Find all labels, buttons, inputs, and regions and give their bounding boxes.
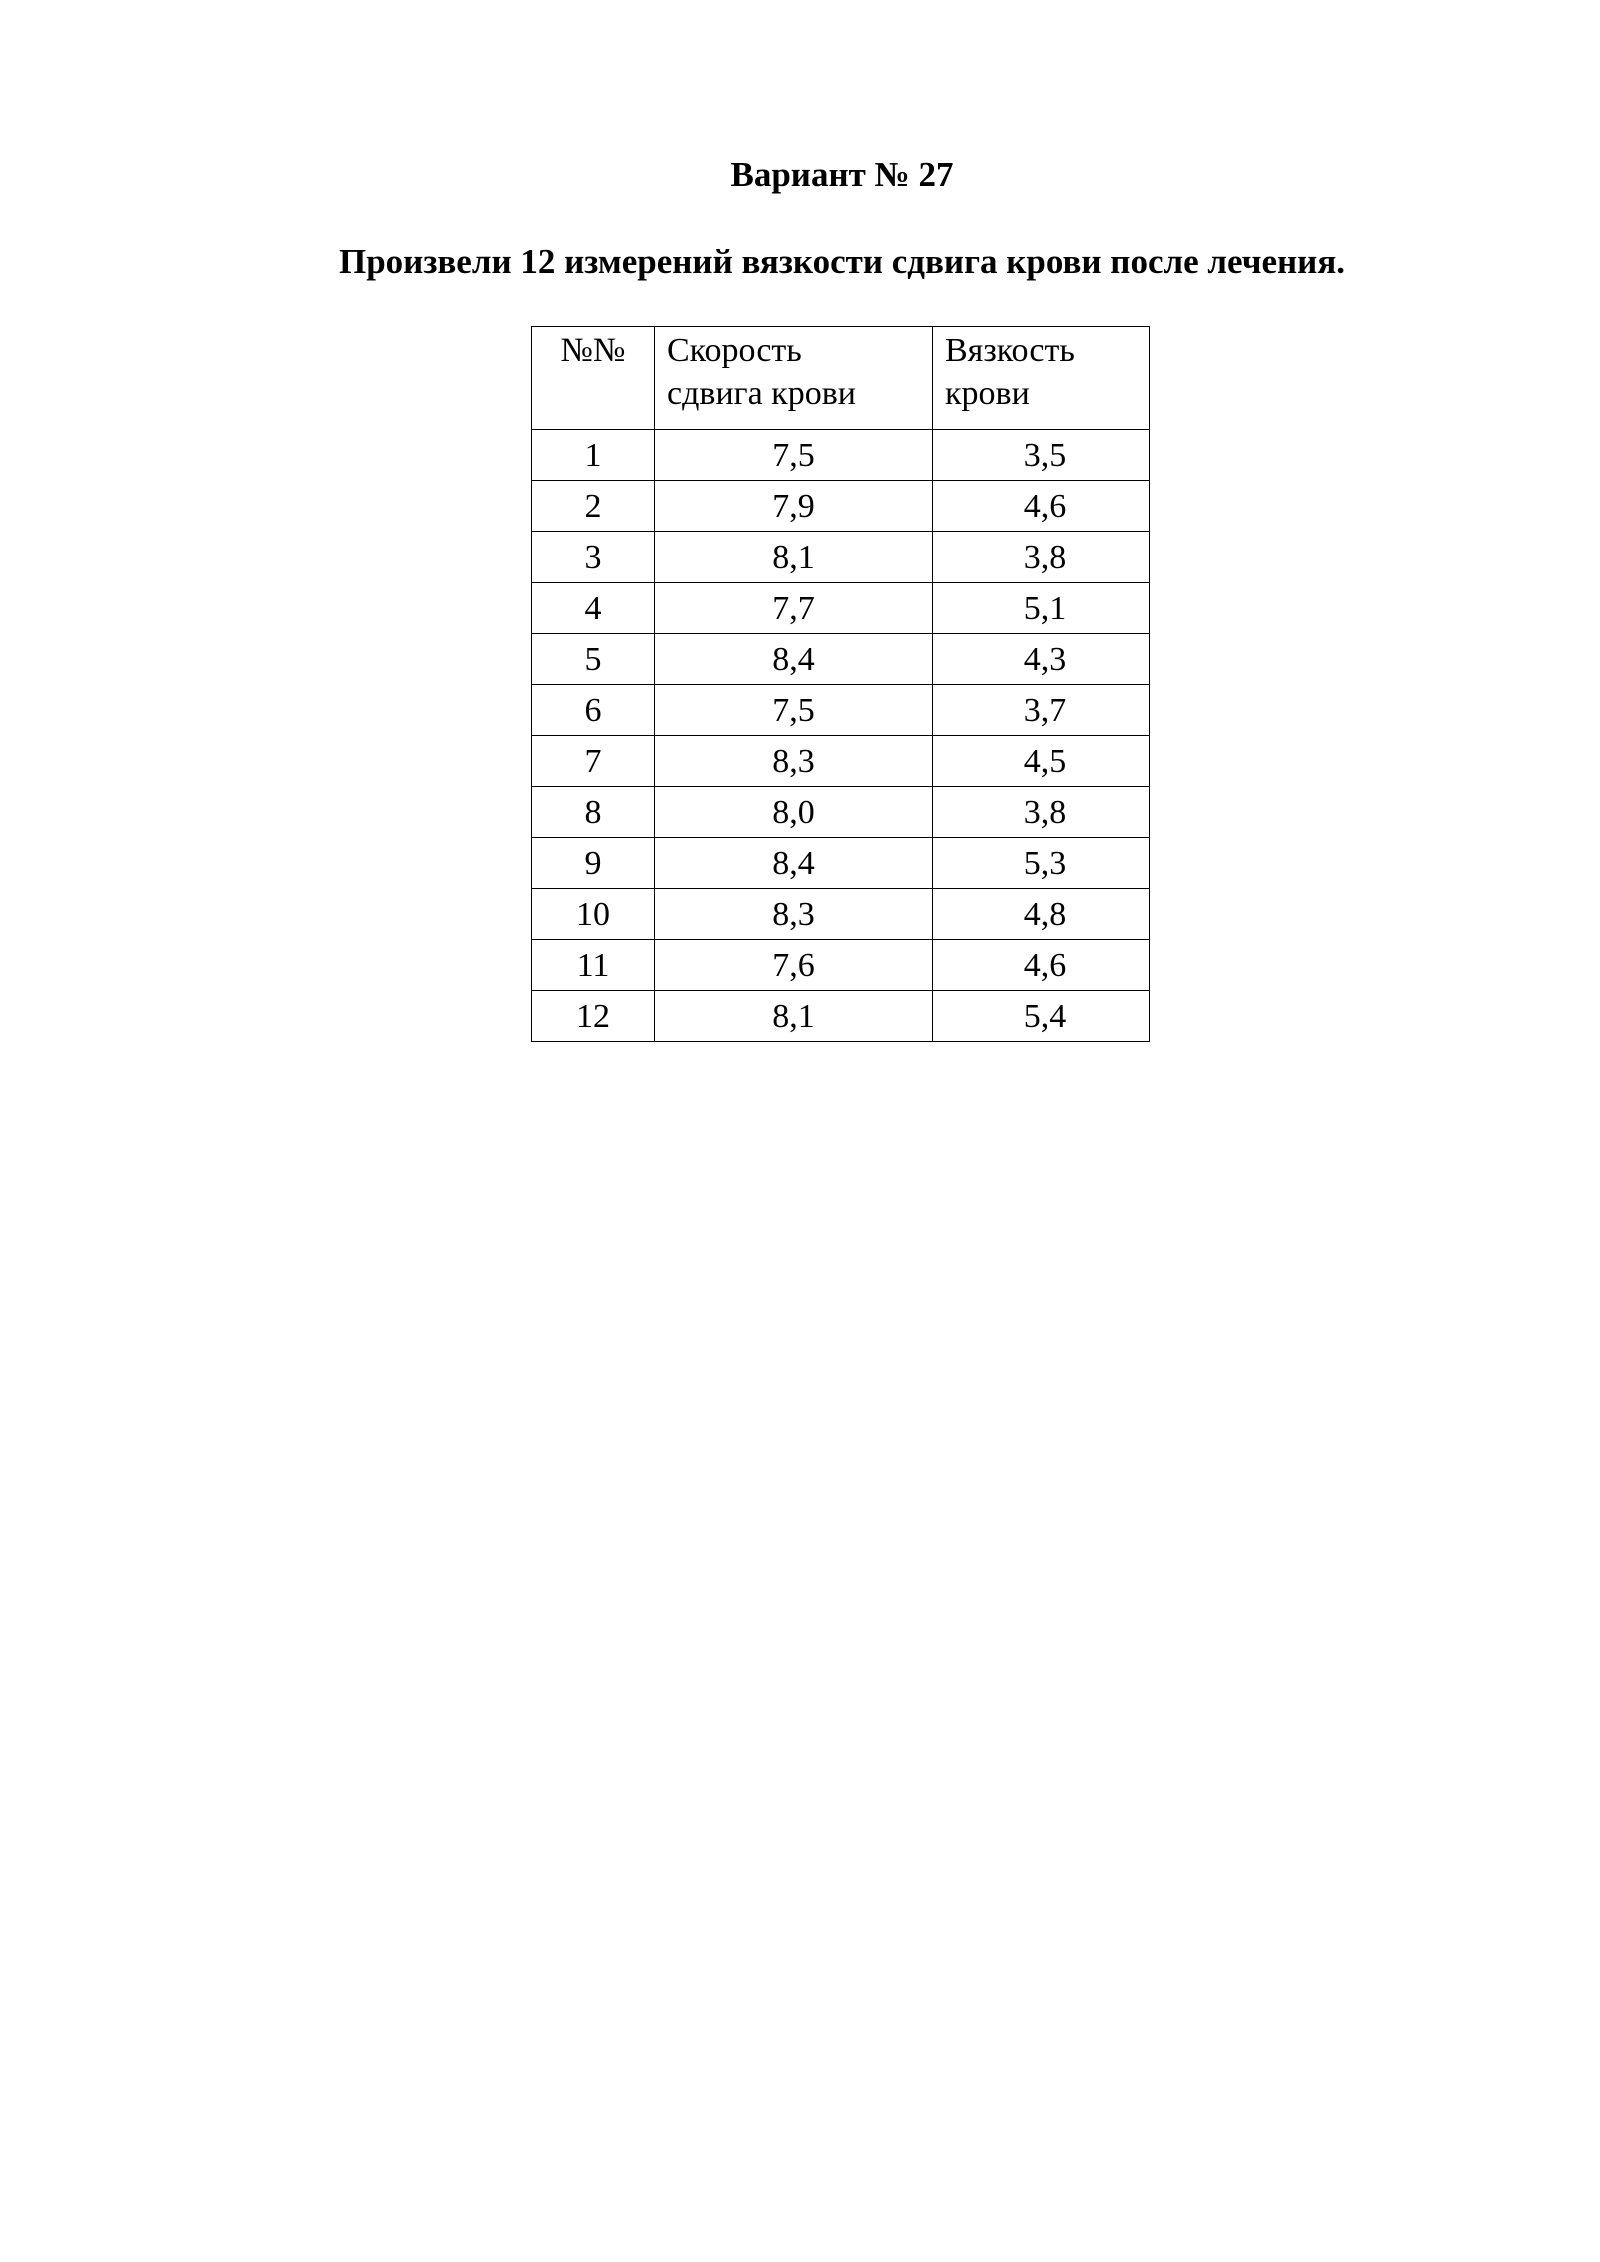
cell-viscosity: 4,6: [933, 481, 1150, 532]
cell-number: 6: [532, 685, 655, 736]
header-shear-rate-line2: сдвига крови: [667, 375, 856, 412]
table-body: [532, 430, 1150, 1042]
header-number-label: №№: [560, 332, 626, 369]
cell-viscosity: 3,7: [933, 685, 1150, 736]
cell-viscosity: 3,8: [933, 532, 1150, 583]
cell-viscosity: 4,6: [933, 940, 1150, 991]
table-row: [532, 940, 1150, 991]
cell-number: 12: [532, 991, 655, 1042]
cell-number: 8: [532, 787, 655, 838]
cell-shear-rate: 8,3: [655, 889, 933, 940]
cell-number: 11: [532, 940, 655, 991]
header-shear-rate: [655, 327, 933, 430]
cell-shear-rate: 7,5: [655, 685, 933, 736]
header-viscosity-line2: крови: [945, 375, 1030, 412]
cell-viscosity: 4,8: [933, 889, 1150, 940]
cell-viscosity: 5,3: [933, 838, 1150, 889]
cell-number: 10: [532, 889, 655, 940]
cell-viscosity: 5,4: [933, 991, 1150, 1042]
table-row: [532, 736, 1150, 787]
table-row: [532, 430, 1150, 481]
cell-number: 1: [532, 430, 655, 481]
header-viscosity-line1: Вязкость: [945, 332, 1075, 369]
cell-shear-rate: 7,5: [655, 430, 933, 481]
cell-viscosity: 4,5: [933, 736, 1150, 787]
table-row: [532, 889, 1150, 940]
table-row: [532, 481, 1150, 532]
table-row: [532, 583, 1150, 634]
header-viscosity: [933, 327, 1150, 430]
cell-number: 7: [532, 736, 655, 787]
table-row: [532, 634, 1150, 685]
header-number: [532, 327, 655, 430]
table-row: [532, 991, 1150, 1042]
cell-shear-rate: 8,3: [655, 736, 933, 787]
table-row: [532, 838, 1150, 889]
cell-shear-rate: 7,9: [655, 481, 933, 532]
cell-shear-rate: 7,6: [655, 940, 933, 991]
measurements-table: [531, 326, 1150, 1042]
cell-viscosity: 4,3: [933, 634, 1150, 685]
document-subtitle: Произвели 12 измерений вязкости сдвига крови после лечения.: [338, 242, 1346, 281]
cell-shear-rate: 8,4: [655, 634, 933, 685]
header-shear-rate-line1: Скорость: [667, 332, 802, 369]
table-header-row: [532, 327, 1150, 430]
cell-number: 3: [532, 532, 655, 583]
cell-number: 4: [532, 583, 655, 634]
cell-shear-rate: 8,4: [655, 838, 933, 889]
table-row: [532, 685, 1150, 736]
cell-number: 5: [532, 634, 655, 685]
cell-viscosity: 5,1: [933, 583, 1150, 634]
table-row: [532, 532, 1150, 583]
table-row: [532, 787, 1150, 838]
cell-number: 2: [532, 481, 655, 532]
cell-viscosity: 3,5: [933, 430, 1150, 481]
cell-viscosity: 3,8: [933, 787, 1150, 838]
cell-shear-rate: 7,7: [655, 583, 933, 634]
cell-number: 9: [532, 838, 655, 889]
cell-shear-rate: 8,1: [655, 991, 933, 1042]
document-title: Вариант № 27: [730, 155, 954, 194]
cell-shear-rate: 8,0: [655, 787, 933, 838]
cell-shear-rate: 8,1: [655, 532, 933, 583]
